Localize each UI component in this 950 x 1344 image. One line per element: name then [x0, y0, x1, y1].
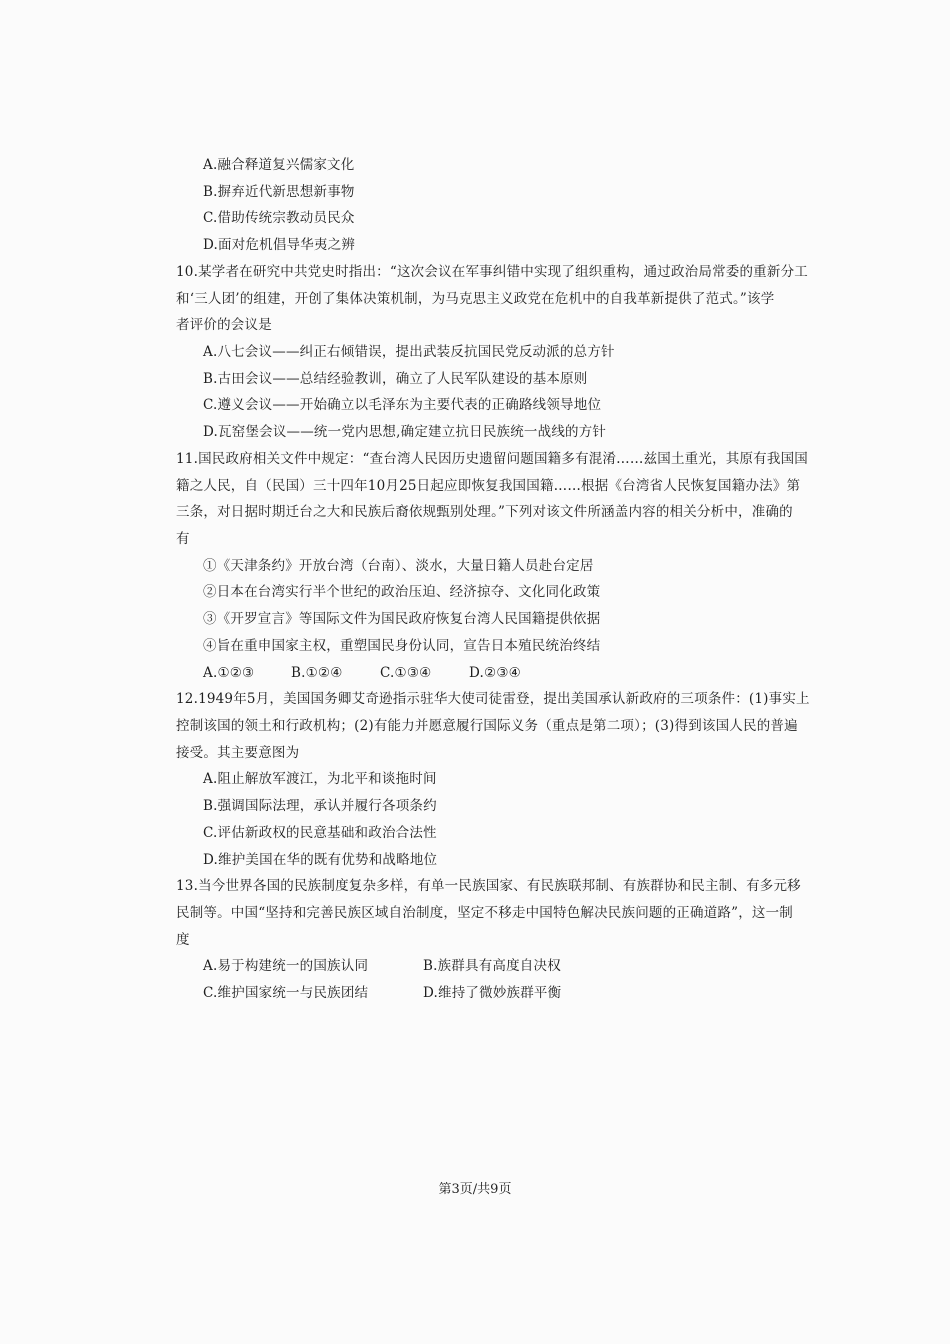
q13-options-row-1 — [203, 957, 561, 975]
q11-item-4: ④旨在重申国家主权，重塑国民身份认同，宣告日本殖民统治终结 — [203, 638, 601, 654]
q11-option-a: A.①②③ — [203, 665, 255, 681]
q9-option-b: B.摒弃近代新思想新事物 — [203, 184, 355, 200]
q10-option-a: A.八七会议——纠正右倾错误，提出武装反抗国民党反动派的总方针 — [203, 344, 615, 360]
q11-options-row — [203, 664, 521, 682]
q12-stem-line-1: 12.1949年5月，美国国务卿艾奇逊指示驻华大使司徒雷登，提出美国承认新政府的三项条件：(1)事实上 — [176, 691, 810, 707]
q11-stem-line-1: 11.国民政府相关文件中规定：“查台湾人民因历史遗留问题国籍多有混淆……兹国土重光，其原有我国国 — [176, 451, 808, 467]
q12-option-d: D.维护美国在华的既有优势和战略地位 — [203, 852, 438, 868]
q10-stem-line-2: 和‘三人团’的组建，开创了集体决策机制，为马克思主义政党在危机中的自我革新提供了范式。”该学 — [176, 291, 775, 307]
q11-option-c: C.①③④ — [380, 665, 432, 681]
q13-options-row-2 — [203, 984, 561, 1002]
q13-option-d: D.维持了微妙族群平衡 — [423, 985, 562, 1001]
q13-option-b: B.族群具有高度自决权 — [423, 958, 561, 974]
q11-item-2: ②日本在台湾实行半个世纪的政治压迫、经济掠夺、文化同化政策 — [203, 584, 601, 600]
q10-stem-line-3: 者评价的会议是 — [176, 317, 272, 333]
q11-option-b: B.①②④ — [291, 665, 343, 681]
q12-stem-line-3: 接受。其主要意图为 — [176, 745, 300, 761]
q13-option-a: A.易于构建统一的国族认同 — [203, 958, 369, 974]
q13-stem-line-2: 民制等。中国“坚持和完善民族区域自治制度，坚定不移走中国特色解决民族问题的正确道路”，这一制 — [176, 905, 794, 921]
q13-option-c: C.维护国家统一与民族团结 — [203, 985, 369, 1001]
q11-item-1: ①《天津条约》开放台湾（台南）、淡水，大量日籍人员赴台定居 — [203, 558, 594, 574]
q11-stem-line-4: 有 — [176, 531, 190, 547]
q12-option-a: A.阻止解放军渡江，为北平和谈拖时间 — [203, 771, 437, 787]
q9-option-d: D.面对危机倡导华夷之辨 — [203, 237, 356, 253]
q9-option-c: C.借助传统宗教动员民众 — [203, 210, 355, 226]
q13-stem-line-3: 度 — [176, 932, 190, 948]
q10-option-d: D.瓦窑堡会议——统一党内思想,确定建立抗日民族统一战线的方针 — [203, 424, 607, 440]
q11-stem-line-2: 籍之人民，自（民国）三十四年10月25日起应即恢复我国国籍……根据《台湾省人民恢复国籍办法》第 — [176, 478, 801, 494]
q10-stem-line-1: 10.某学者在研究中共党史时指出：“这次会议在军事纠错中实现了组织重构，通过政治局常委的重新分工 — [176, 264, 808, 280]
q9-option-a: A.融合释道复兴儒家文化 — [203, 157, 355, 173]
q12-stem-line-2: 控制该国的领土和行政机构；(2)有能力并愿意履行国际义务（重点是第二项）；(3)得到该国人民的普遍 — [176, 718, 798, 734]
q10-option-b: B.古田会议——总结经验教训，确立了人民军队建设的基本原则 — [203, 371, 588, 387]
q13-stem-line-1: 13.当今世界各国的民族制度复杂多样，有单一民族国家、有民族联邦制、有族群协和民主制、有多元移 — [176, 878, 801, 894]
q11-stem-line-3: 三条，对日据时期迁台之大和民族后裔依规甄别处理。”下列对该文件所涵盖内容的相关分析中，准确的 — [176, 504, 793, 520]
q11-item-3: ③《开罗宣言》等国际文件为国民政府恢复台湾人民国籍提供依据 — [203, 611, 601, 627]
q12-option-c: C.评估新政权的民意基础和政治合法性 — [203, 825, 437, 841]
q12-option-b: B.强调国际法理，承认并履行各项条约 — [203, 798, 437, 814]
q11-option-d: D.②③④ — [469, 665, 521, 681]
page-number: 第3页/共9页 — [438, 1182, 512, 1197]
q10-option-c: C.遵义会议——开始确立以毛泽东为主要代表的正确路线领导地位 — [203, 397, 602, 413]
